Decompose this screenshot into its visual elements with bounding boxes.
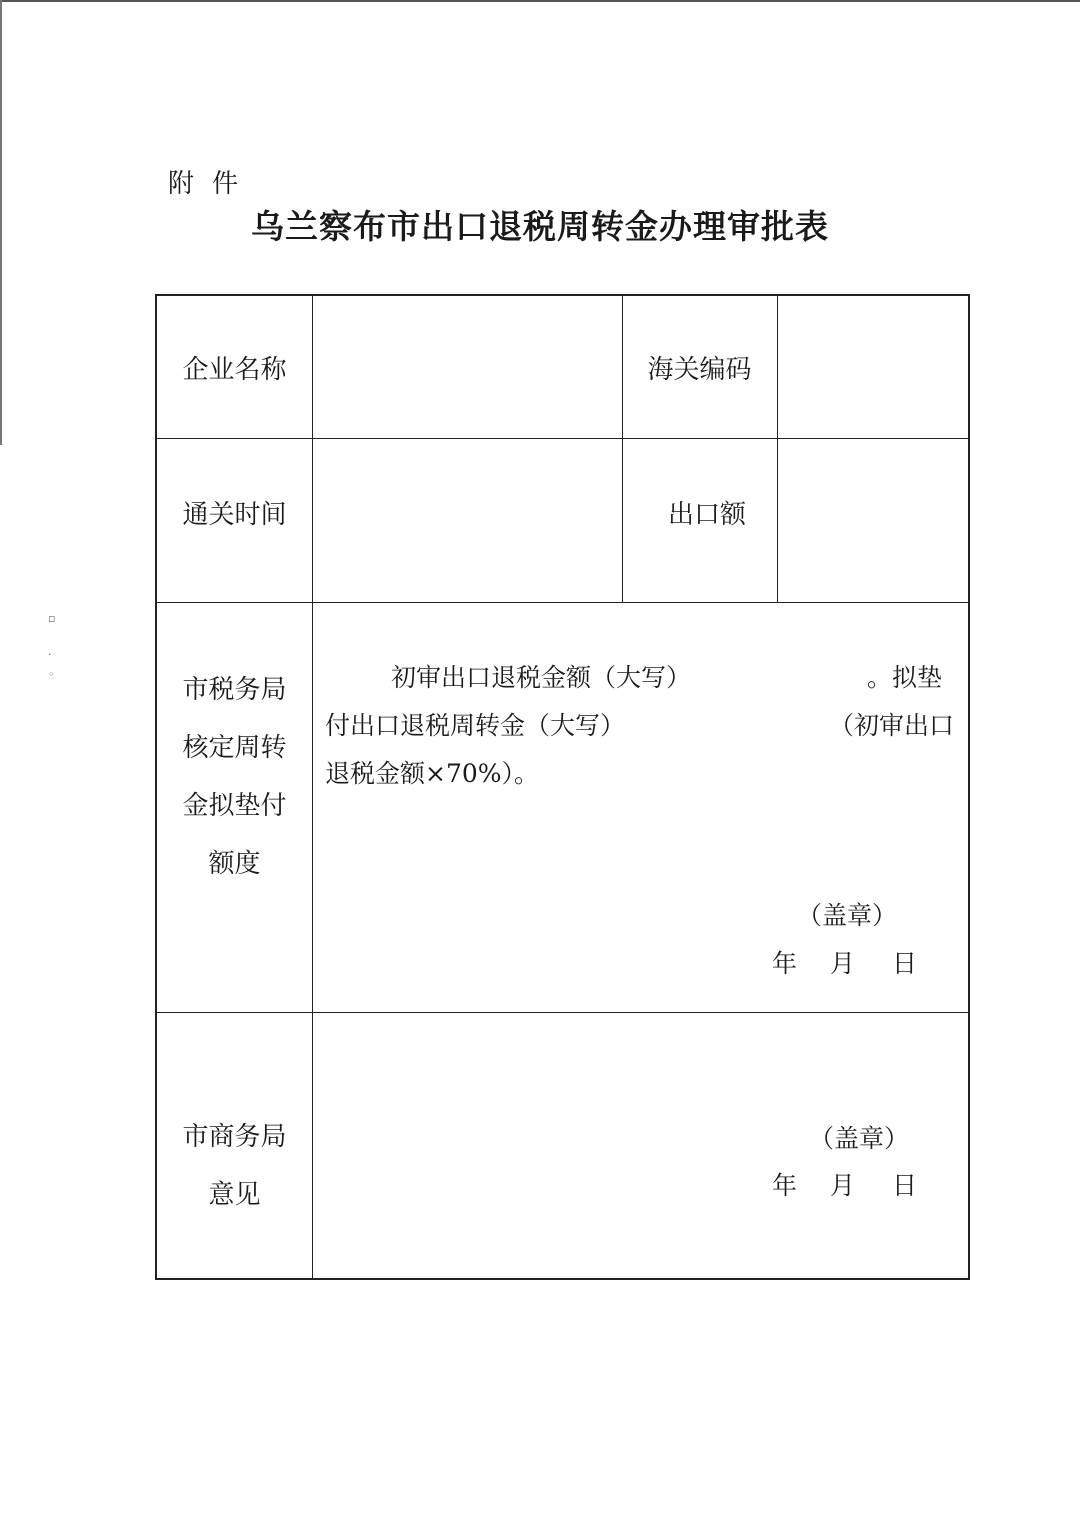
date-day: 日 [892,949,918,978]
date-year: 年 [772,949,798,978]
row-divider [157,438,968,439]
refund-ratio-text: 退税金额×70%）。 [325,759,540,788]
export-amount-field[interactable] [780,441,966,600]
tax-bureau-label [157,661,312,893]
row-divider [157,1012,968,1013]
column-divider [312,296,313,1278]
column-divider [777,296,778,602]
initial-refund-note: （初审出口 [829,711,955,740]
date-month: 月 [830,1171,856,1200]
binding-mark: ◦ [48,668,55,681]
date-day: 日 [892,1171,918,1200]
approval-form-table [155,294,970,1280]
scan-edge-top [0,0,1080,2]
date-year: 年 [772,1171,798,1200]
customs-code-field[interactable] [780,298,966,436]
tax-bureau-label-line: 额度 [208,849,261,879]
row-divider [157,602,968,603]
advance-text: 。拟垫 [867,663,943,692]
customs-code-label: 海关编码 [647,355,752,385]
revolving-fund-text: 付出口退税周转金（大写） [325,711,626,740]
tax-bureau-label-line: 金拟垫付 [182,791,287,821]
commerce-bureau-label-line: 市商务局 [182,1122,287,1152]
tax-bureau-label-line: 市税务局 [182,675,287,705]
commerce-bureau-label-line: 意见 [208,1180,261,1210]
clearance-time-label: 通关时间 [182,500,287,530]
binding-mark: ▫ [48,612,56,625]
page-title: 乌兰察布市出口退税周转金办理审批表 [251,207,829,246]
clearance-time-field[interactable] [315,441,620,600]
commerce-bureau-label [157,1108,312,1224]
tax-bureau-label-line: 核定周转 [182,733,287,763]
enterprise-name-field[interactable] [315,298,620,436]
attachment-label: 附件 [168,169,257,199]
export-amount-label: 出口额 [667,500,746,530]
initial-refund-text: 初审出口退税金额（大写） [391,663,692,692]
binding-mark: · [48,648,52,661]
enterprise-name-label: 企业名称 [182,355,287,385]
date-month: 月 [830,949,856,978]
tax-bureau-seal: （盖章） [797,901,898,930]
commerce-bureau-seal: （盖章） [809,1124,910,1153]
